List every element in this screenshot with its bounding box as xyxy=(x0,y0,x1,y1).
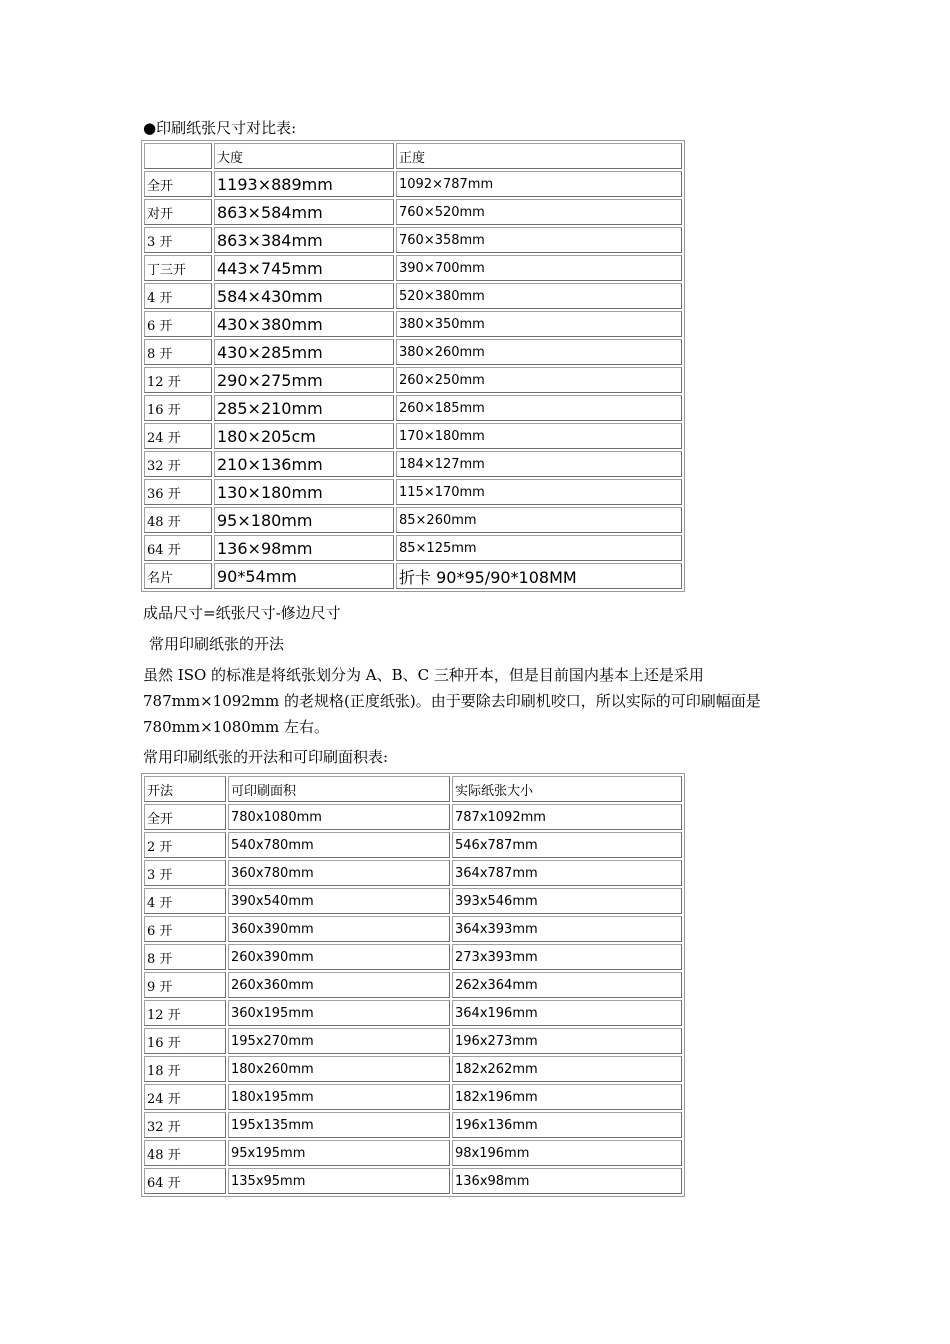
table-cell: 180x195mm xyxy=(228,1084,450,1110)
table-cell: 折卡 90*95/90*108MM xyxy=(396,563,682,589)
printable-area-table xyxy=(141,773,685,1197)
table-cell: 360x195mm xyxy=(228,1000,450,1026)
table-row xyxy=(144,1056,682,1082)
table1-title: ●印刷纸张尺寸对比表: xyxy=(143,119,297,137)
table-row xyxy=(144,227,682,253)
table-cell: 260x360mm xyxy=(228,972,450,998)
table-row xyxy=(144,311,682,337)
table-row xyxy=(144,451,682,477)
table-cell: 262x364mm xyxy=(452,972,682,998)
table-cell: 对开 xyxy=(144,199,212,225)
column-header: 实际纸张大小 xyxy=(452,776,682,802)
table-cell: 全开 xyxy=(144,804,226,830)
table-cell: 520×380mm xyxy=(396,283,682,309)
table-cell: 136×98mm xyxy=(214,535,394,561)
finish-size-formula: 成品尺寸=纸张尺寸-修边尺寸 xyxy=(143,604,341,622)
paper-size-comparison-table xyxy=(141,140,685,592)
table-cell: 196x273mm xyxy=(452,1028,682,1054)
table-row xyxy=(144,1112,682,1138)
table-cell: 196x136mm xyxy=(452,1112,682,1138)
table-cell: 136x98mm xyxy=(452,1168,682,1194)
column-header: 可印刷面积 xyxy=(228,776,450,802)
body-paragraph xyxy=(143,662,761,740)
table-cell: 48 开 xyxy=(144,1140,226,1166)
column-header: 正度 xyxy=(396,143,682,169)
table-row xyxy=(144,1084,682,1110)
table-cell: 95×180mm xyxy=(214,507,394,533)
table-cell: 170×180mm xyxy=(396,423,682,449)
table-cell: 36 开 xyxy=(144,479,212,505)
body-line: 虽然 ISO 的标准是将纸张划分为 A、B、C 三种开本，但是目前国内基本上还是采用 xyxy=(143,666,704,684)
table-row xyxy=(144,804,682,830)
table-row xyxy=(144,832,682,858)
table-cell: 364x196mm xyxy=(452,1000,682,1026)
table-cell: 64 开 xyxy=(144,1168,226,1194)
table-row xyxy=(144,535,682,561)
table-cell: 546x787mm xyxy=(452,832,682,858)
table-cell: 182x196mm xyxy=(452,1084,682,1110)
methods-heading: 常用印刷纸张的开法 xyxy=(149,635,285,653)
column-header xyxy=(144,143,212,169)
table-cell: 130×180mm xyxy=(214,479,394,505)
table-row xyxy=(144,367,682,393)
column-header: 大度 xyxy=(214,143,394,169)
table2-title: 常用印刷纸张的开法和可印刷面积表: xyxy=(143,748,389,766)
table-cell: 364x393mm xyxy=(452,916,682,942)
table-cell: 863×384mm xyxy=(214,227,394,253)
table-cell: 名片 xyxy=(144,563,212,589)
table-cell: 1092×787mm xyxy=(396,171,682,197)
table-cell: 12 开 xyxy=(144,1000,226,1026)
table-cell: 360x390mm xyxy=(228,916,450,942)
table-row xyxy=(144,860,682,886)
table-row xyxy=(144,339,682,365)
table-cell: 760×520mm xyxy=(396,199,682,225)
table-cell: 360x780mm xyxy=(228,860,450,886)
table-cell: 4 开 xyxy=(144,888,226,914)
table-cell: 210×136mm xyxy=(214,451,394,477)
table-cell: 98x196mm xyxy=(452,1140,682,1166)
table-cell: 182x262mm xyxy=(452,1056,682,1082)
table-cell: 1193×889mm xyxy=(214,171,394,197)
table-cell: 64 开 xyxy=(144,535,212,561)
table-cell: 195x270mm xyxy=(228,1028,450,1054)
table-cell: 18 开 xyxy=(144,1056,226,1082)
table-cell: 180x260mm xyxy=(228,1056,450,1082)
table-cell: 260x390mm xyxy=(228,944,450,970)
table-row xyxy=(144,1140,682,1166)
table-cell: 380×260mm xyxy=(396,339,682,365)
table-row xyxy=(144,423,682,449)
table-cell: 全开 xyxy=(144,171,212,197)
table-cell: 6 开 xyxy=(144,311,212,337)
table-cell: 9 开 xyxy=(144,972,226,998)
table-cell: 430×380mm xyxy=(214,311,394,337)
table-cell: 195x135mm xyxy=(228,1112,450,1138)
table-cell: 135x95mm xyxy=(228,1168,450,1194)
table-row xyxy=(144,1028,682,1054)
table-cell: 90*54mm xyxy=(214,563,394,589)
table-cell: 12 开 xyxy=(144,367,212,393)
table-cell: 390x540mm xyxy=(228,888,450,914)
table-cell: 760×358mm xyxy=(396,227,682,253)
table-cell: 863×584mm xyxy=(214,199,394,225)
column-header: 开法 xyxy=(144,776,226,802)
table-cell: 787x1092mm xyxy=(452,804,682,830)
table-row xyxy=(144,199,682,225)
table-cell: 290×275mm xyxy=(214,367,394,393)
table-cell: 443×745mm xyxy=(214,255,394,281)
table-cell: 8 开 xyxy=(144,944,226,970)
table-cell: 364x787mm xyxy=(452,860,682,886)
table-cell: 260×250mm xyxy=(396,367,682,393)
table-row xyxy=(144,255,682,281)
table-row xyxy=(144,1168,682,1194)
table-cell: 180×205cm xyxy=(214,423,394,449)
table-row xyxy=(144,479,682,505)
table-row xyxy=(144,171,682,197)
body-line: 787mm×1092mm 的老规格(正度纸张)。由于要除去印刷机咬口，所以实际的可印刷幅面是 xyxy=(143,692,761,710)
table-cell: 273x393mm xyxy=(452,944,682,970)
table-cell: 393x546mm xyxy=(452,888,682,914)
table-cell: 32 开 xyxy=(144,451,212,477)
table-row xyxy=(144,283,682,309)
table-cell: 24 开 xyxy=(144,1084,226,1110)
table-cell: 540x780mm xyxy=(228,832,450,858)
body-line: 780mm×1080mm 左右。 xyxy=(143,718,330,736)
table-cell: 85×260mm xyxy=(396,507,682,533)
table-cell: 285×210mm xyxy=(214,395,394,421)
table-cell: 780x1080mm xyxy=(228,804,450,830)
table-row xyxy=(144,395,682,421)
table-cell: 4 开 xyxy=(144,283,212,309)
table-row xyxy=(144,1000,682,1026)
table-cell: 2 开 xyxy=(144,832,226,858)
table-cell: 184×127mm xyxy=(396,451,682,477)
table-row xyxy=(144,563,682,589)
table-row xyxy=(144,507,682,533)
table-row xyxy=(144,916,682,942)
table-cell: 48 开 xyxy=(144,507,212,533)
header-row xyxy=(144,143,682,169)
table-cell: 380×350mm xyxy=(396,311,682,337)
table-cell: 16 开 xyxy=(144,1028,226,1054)
table-cell: 584×430mm xyxy=(214,283,394,309)
table-cell: 6 开 xyxy=(144,916,226,942)
table-cell: 丁三开 xyxy=(144,255,212,281)
table-row xyxy=(144,944,682,970)
table-cell: 32 开 xyxy=(144,1112,226,1138)
table-cell: 24 开 xyxy=(144,423,212,449)
table-cell: 430×285mm xyxy=(214,339,394,365)
table-cell: 115×170mm xyxy=(396,479,682,505)
table-cell: 390×700mm xyxy=(396,255,682,281)
table-cell: 3 开 xyxy=(144,860,226,886)
header-row xyxy=(144,776,682,802)
table-row xyxy=(144,972,682,998)
table-cell: 85×125mm xyxy=(396,535,682,561)
table-cell: 260×185mm xyxy=(396,395,682,421)
table-row xyxy=(144,888,682,914)
table-cell: 95x195mm xyxy=(228,1140,450,1166)
table-cell: 8 开 xyxy=(144,339,212,365)
table-cell: 16 开 xyxy=(144,395,212,421)
table-cell: 3 开 xyxy=(144,227,212,253)
